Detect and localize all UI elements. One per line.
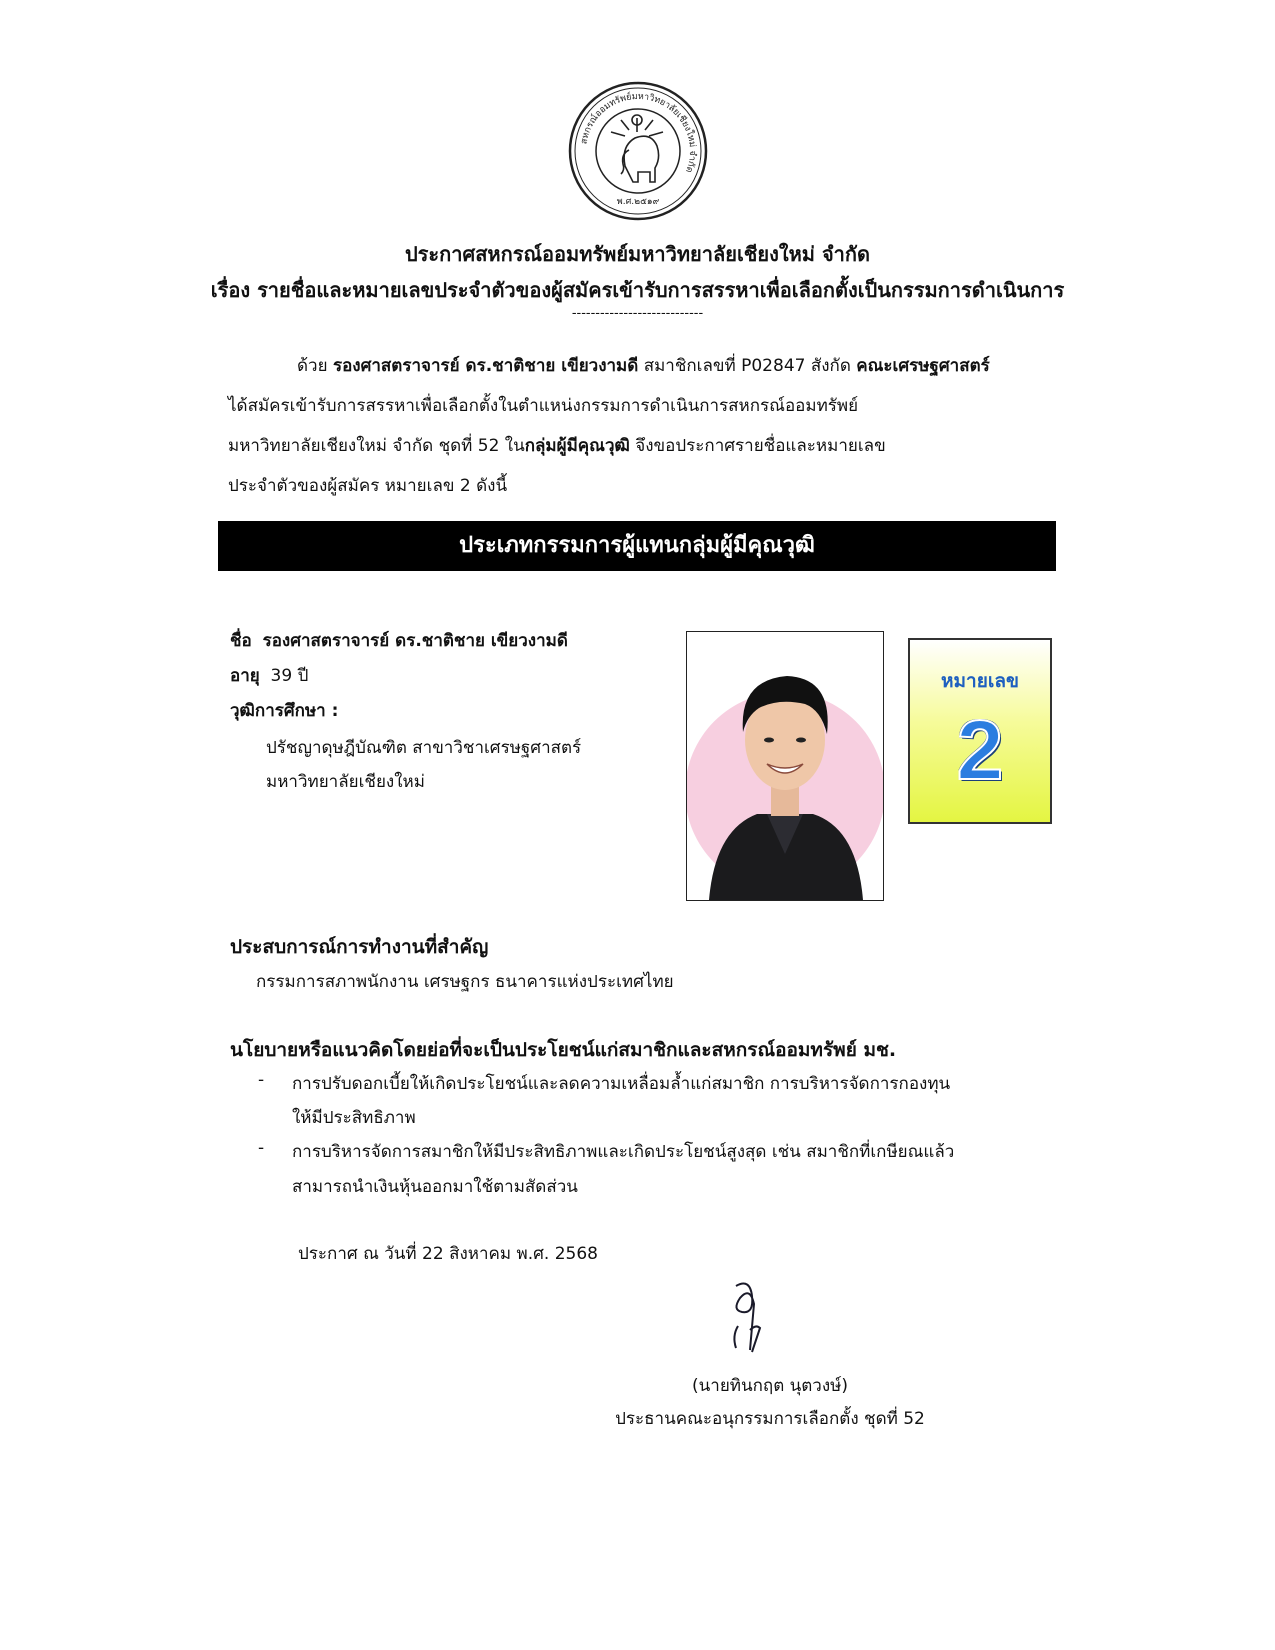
announcement-subject: เรื่อง รายชื่อและหมายเลขประจำตัวของผู้สมัครเข้ารับการสรรหาเพื่อเลือกตั้งเป็นกรรมการดำเนินการ [210,278,1065,302]
intro-text: มหาวิทยาลัยเชียงใหม่ จำกัด ชุดที่ 52 ใน [228,436,525,456]
intro-line-2: ได้สมัครเข้ารับการสรรหาเพื่อเลือกตั้งในตำแหน่งกรรมการดำเนินการสหกรณ์ออมทรัพย์ [228,396,859,416]
policy-item-2-line-1: การบริหารจัดการสมาชิกให้มีประสิทธิภาพและเกิดประโยชน์สูงสุด เช่น สมาชิกที่เกษียณแล้ว [292,1142,955,1162]
seal-year: พ.ศ.๒๕๑๙ [616,197,660,207]
intro-text: ด้วย [297,356,333,376]
header-divider: ---------------------------- [571,306,704,321]
group-inline: กลุ่มผู้มีคุณวุฒิ [524,436,630,456]
intro-text: จึงขอประกาศรายชื่อและหมายเลข [629,436,886,456]
intro-line-3 [228,432,1098,459]
candidate-age-row [230,662,308,689]
policy-item-2-line-2: สามารถนำเงินหุ้นออกมาใช้ตามสัดส่วน [292,1177,578,1197]
candidate-number: 2 [956,703,1004,797]
age-label: อายุ [230,666,260,686]
candidate-age: 39 ปี [270,666,309,686]
candidate-name: รองศาสตราจารย์ ดร.ชาติชาย เขียวงามดี [262,631,568,651]
policy-bullet: - [258,1070,265,1090]
policy-item-1-line-1: การปรับดอกเบี้ยให้เกิดประโยชน์และลดความเหลื่อมล้ำแก่สมาชิก การบริหารจัดการกองทุน [292,1074,951,1094]
announcement-date: ประกาศ ณ วันที่ 22 สิงหาคม พ.ศ. 2568 [298,1244,598,1264]
cooperative-seal [567,80,709,222]
signer-title: ประธานคณะอนุกรรมการเลือกตั้ง ชุดที่ 52 [615,1409,925,1429]
faculty-inline: คณะเศรษฐศาสตร์ [856,356,990,376]
announcement-title: ประกาศสหกรณ์ออมทรัพย์มหาวิทยาลัยเชียงใหม่ จำกัด [404,242,871,266]
education-label: วุฒิการศึกษา : [230,701,339,721]
category-banner: ประเภทกรรมการผู้แทนกลุ่มผู้มีคุณวุฒิ [218,521,1056,571]
seal-ring-text: สหกรณ์ออมทรัพย์มหาวิทยาลัยเชียงใหม่ จำกัด [579,91,698,174]
candidate-number-box [908,638,1052,824]
policy-heading: นโยบายหรือแนวคิดโดยย่อที่จะเป็นประโยชน์แก่สมาชิกและสหกรณ์ออมทรัพย์ มช. [230,1039,897,1061]
number-label: หมายเลข [941,670,1019,692]
signature [716,1278,776,1358]
experience-item: กรรมการสภาพนักงาน เศรษฐกร ธนาคารแห่งประเทศไทย [256,972,674,992]
education-line-2: มหาวิทยาลัยเชียงใหม่ [266,772,425,792]
education-line-1: ปรัชญาดุษฎีบัณฑิต สาขาวิชาเศรษฐศาสตร์ [266,738,582,758]
intro-line-1 [297,352,1167,379]
candidate-photo [686,631,884,901]
candidate-name-inline: รองศาสตราจารย์ ดร.ชาติชาย เขียวงามดี [332,356,639,376]
intro-text: สมาชิกเลขที่ P02847 สังกัด [638,356,857,376]
name-label: ชื่อ [230,631,252,651]
candidate-name-row [230,627,568,654]
policy-item-1-line-2: ให้มีประสิทธิภาพ [292,1108,416,1128]
policy-bullet: - [258,1138,265,1158]
elephant-icon [611,115,663,182]
experience-heading: ประสบการณ์การทำงานที่สำคัญ [230,936,489,958]
signer-name: (นายทินกฤต นุตวงษ์) [692,1376,848,1396]
intro-line-4: ประจำตัวของผู้สมัคร หมายเลข 2 ดังนี้ [228,476,508,496]
